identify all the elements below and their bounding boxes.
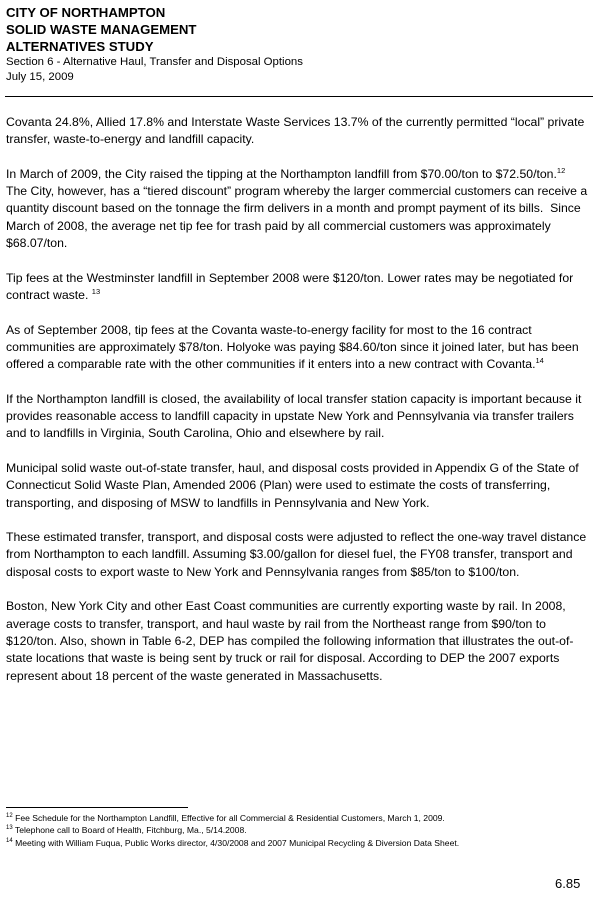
paragraph-4: [6, 322, 592, 374]
document-body: [6, 114, 592, 702]
header-city: CITY OF NORTHAMPTON: [6, 5, 166, 20]
footnote-text: Telephone call to Board of Health, Fitchburg, Ma., 5/14.2008.: [12, 825, 247, 836]
header-date: July 15, 2009: [6, 71, 74, 83]
footnote-12: [6, 812, 592, 824]
header-title: SOLID WASTE MANAGEMENT: [6, 22, 197, 37]
paragraph-2: [6, 166, 592, 252]
paragraph-6: Municipal solid waste out-of-state transfer, haul, and disposal costs provided in Appendix G of the State of Connecticut Solid Waste Plan, Amended 2006 (Plan) were used to estimate the costs of transferring, transporting, and disposing of MSW to landfills in Pennsylvania and New York.: [6, 460, 579, 510]
paragraph-3-text: Tip fees at the Westminster landfill in September 2008 were $120/ton. Lower rates may be negotiated for contract waste.: [6, 270, 574, 302]
footnote-text: Meeting with William Fuqua, Public Works director, 4/30/2008 and 2007 Municipal Recycling & Diversion Data Sheet.: [12, 837, 460, 848]
paragraph-3: [6, 270, 592, 305]
paragraph-2-text-a: In March of 2009, the City raised the tipping at the Northampton landfill from $70.00/ton to $72.50/ton.: [6, 166, 557, 181]
footnote-marker: 12: [6, 813, 13, 820]
footnote-13: [6, 824, 592, 836]
page-header: [6, 4, 592, 85]
footnote-ref-12: 12: [556, 165, 566, 175]
footnote-marker: 13: [6, 825, 13, 832]
footnote-ref-14: 14: [535, 356, 544, 366]
footnotes: [6, 812, 592, 849]
paragraph-4-text: As of September 2008, tip fees at the Covanta waste-to-energy facility for most to the 16 contract communities are approximately $78/ton. Holyoke was paying $84.60/ton since it joined later, but has been offered a comparable rate with the other communities if it enters into a new contract with Covanta.: [6, 322, 579, 372]
paragraph-8: Boston, New York City and other East Coast communities are currently exporting waste by rail. In 2008, average costs to transfer, transport, and haul waste by rail from the Northeast range from $90/ton to $120/ton. Also, shown in Table 6-2, DEP has compiled the following information that illustrates the out-of-state locations that waste is being sent by truck or rail for disposal. According to DEP the 2007 exports represent about 18 percent of the waste generated in Massachusetts.: [6, 599, 574, 683]
paragraph-7: These estimated transfer, transport, and disposal costs were adjusted to reflect the one-way travel distance from Northampton to each landfill. Assuming $3.00/gallon for diesel fuel, the FY08 transfer, transport and disposal costs to export waste to New York and Pennsylvania ranges from $85/ton to $100/ton.: [6, 530, 587, 579]
paragraph-1: Covanta 24.8%, Allied 17.8% and Interstate Waste Services 13.7% of the currently permitted “local” private transfer, waste-to-energy and landfill capacity.: [6, 115, 585, 147]
footnote-divider: [6, 807, 188, 808]
header-divider: [5, 96, 593, 97]
header-section: Section 6 - Alternative Haul, Transfer and Disposal Options: [6, 56, 303, 68]
page-number: 6.85: [555, 876, 581, 891]
paragraph-2-text-b: The City, however, has a “tiered discount” program whereby the larger commercial customers can receive a quantity discount based on the tonnage the firm delivers in a month and prompt payment of its bills. Since March of 2008, the average net tip fee for trash paid by all commercial customers was approximately $68.07/ton.: [6, 166, 591, 251]
paragraph-5: If the Northampton landfill is closed, the availability of local transfer station capacity is important because it provides reasonable access to landfill capacity in upstate New York and Pennsylvania via transfer trailers and to landfills in Virginia, South Carolina, Ohio and elsewhere by rail.: [6, 391, 582, 441]
footnote-ref-13: 13: [91, 286, 101, 296]
footnote-text: Fee Schedule for the Northampton Landfill, Effective for all Commercial & Residential Customers, March 1, 2009.: [12, 813, 445, 823]
footnote-14: [6, 837, 592, 849]
header-study: ALTERNATIVES STUDY: [6, 39, 154, 54]
footnote-marker: 14: [6, 837, 13, 844]
